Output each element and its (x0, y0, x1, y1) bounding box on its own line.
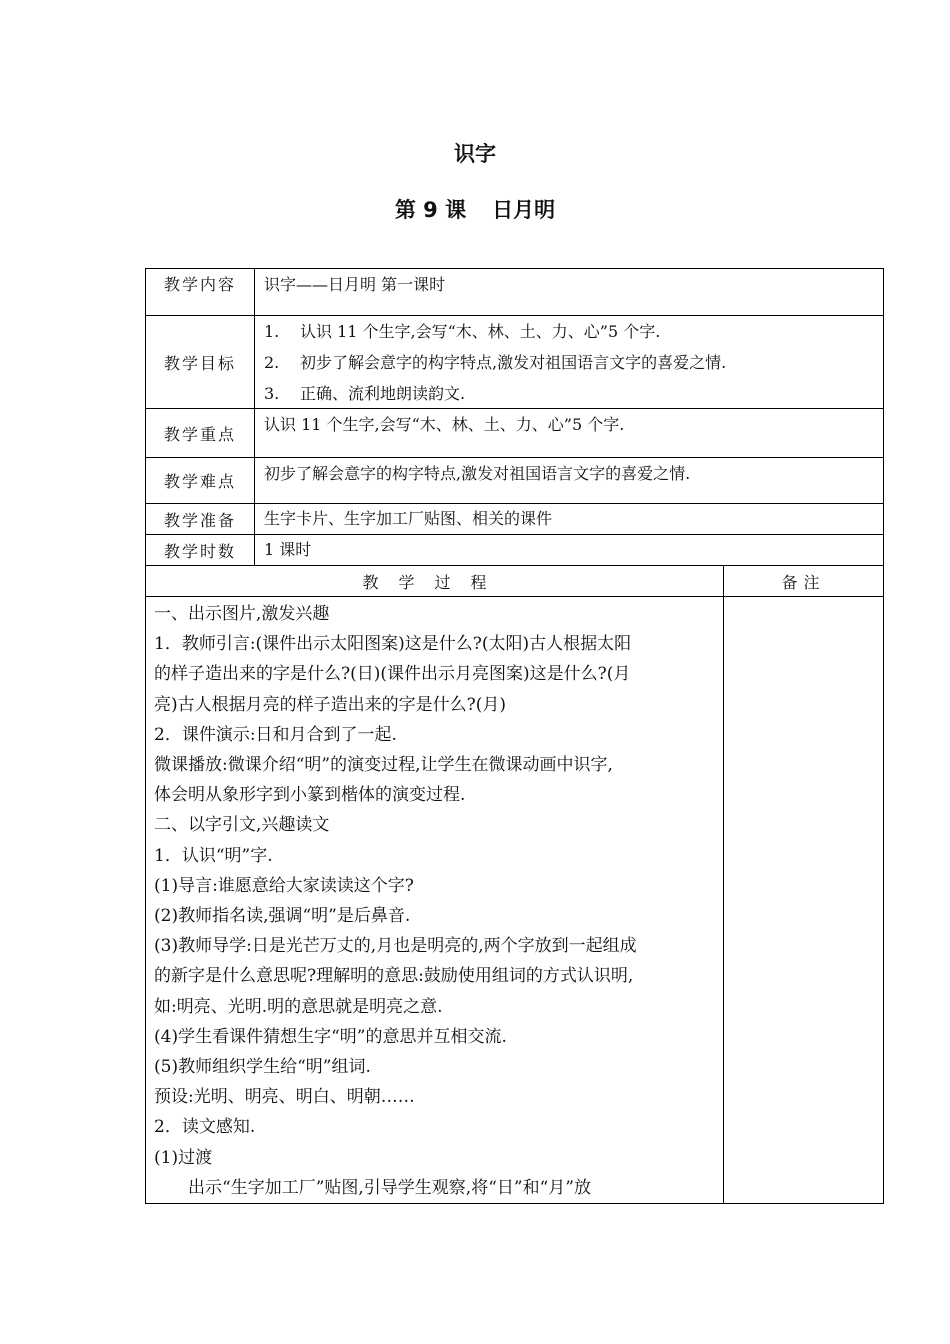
row-preparation (146, 504, 884, 535)
row-value: 识字——日月明 第一课时 (264, 275, 446, 294)
goal-item: 1. 认识 11 个生字,会写“木、林、土、力、心”5 个字. (264, 322, 661, 341)
row-label: 教学重点 (146, 409, 255, 457)
notes-header: 备注 (781, 572, 826, 592)
process-line: (1)过渡 (154, 1147, 213, 1168)
process-line: 的新字是什么意思呢?理解明的意思:鼓励使用组词的方式认识明, (154, 966, 634, 987)
row-content (146, 269, 884, 316)
process-line: 二、以字引文,兴趣读文 (154, 815, 330, 836)
process-line: 体会明从象形字到小篆到楷体的演变过程. (154, 785, 466, 806)
process-line: 1．教师引言:(课件出示太阳图案)这是什么?(太阳)古人根据太阳 (154, 634, 632, 655)
process-line: (4)学生看课件猜想生字“明”的意思并互相交流. (154, 1026, 507, 1047)
row-label: 教学目标 (146, 316, 255, 408)
process-line: (1)导言:谁愿意给大家读读这个字? (154, 875, 414, 896)
row-goals (146, 316, 884, 409)
process-line: 亮)古人根据月亮的样子造出来的字是什么?(月) (154, 694, 507, 715)
goal-item: 3. 正确、流利地朗读韵文. (264, 384, 466, 403)
lesson-title (0, 194, 950, 224)
process-line: 出示“生字加工厂”贴图,引导学生观察,将“日”和“月”放 (188, 1177, 591, 1198)
process-text (154, 599, 720, 1203)
row-hours (146, 535, 884, 566)
row-value: 1 课时 (264, 540, 312, 559)
goal-item: 2. 初步了解会意字的构字特点,激发对祖国语言文字的喜爱之情. (264, 353, 727, 372)
row-label: 教学内容 (146, 269, 255, 315)
process-line: 1．认识“明”字. (154, 845, 273, 866)
process-header-row (146, 566, 884, 597)
lesson-number: 第 9 课 (394, 198, 467, 222)
row-value: 生字卡片、生字加工厂贴图、相关的课件 (264, 509, 553, 528)
notes-column (723, 597, 724, 1203)
process-line: (5)教师组织学生给“明”组词. (154, 1057, 371, 1078)
row-label: 教学时数 (146, 535, 255, 565)
process-line: 预设:光明、明亮、明白、明朝…… (154, 1087, 415, 1108)
process-line: 一、出示图片,激发兴趣 (154, 604, 330, 624)
row-label: 教学难点 (146, 458, 255, 503)
process-line: 如:明亮、光明.明的意思就是明亮之意. (154, 996, 443, 1017)
process-body (146, 597, 884, 1204)
section-title: 识字 (454, 142, 496, 166)
process-line: (2)教师指名读,强调“明”是后鼻音. (154, 906, 411, 927)
row-label: 教学准备 (146, 504, 255, 534)
process-line: 2．读文感知. (154, 1117, 256, 1138)
process-header: 教学过程 (146, 566, 724, 596)
process-line: 2．课件演示:日和月合到了一起. (154, 724, 397, 745)
row-key-points (146, 409, 884, 458)
row-difficulties (146, 458, 884, 504)
lesson-plan-table (145, 268, 884, 1204)
process-line: 微课播放:微课介绍“明”的演变过程,让学生在微课动画中识字, (154, 755, 613, 776)
process-line: (3)教师导学:日是光芒万丈的,月也是明亮的,两个字放到一起组成 (154, 936, 637, 957)
process-line: 的样子造出来的字是什么?(日)(课件出示月亮图案)这是什么?(月 (154, 664, 631, 685)
row-value: 认识 11 个生字,会写“木、林、土、力、心”5 个字. (264, 415, 625, 434)
lesson-name: 日月明 (492, 198, 556, 222)
row-value: 初步了解会意字的构字特点,激发对祖国语言文字的喜爱之情. (264, 464, 691, 483)
